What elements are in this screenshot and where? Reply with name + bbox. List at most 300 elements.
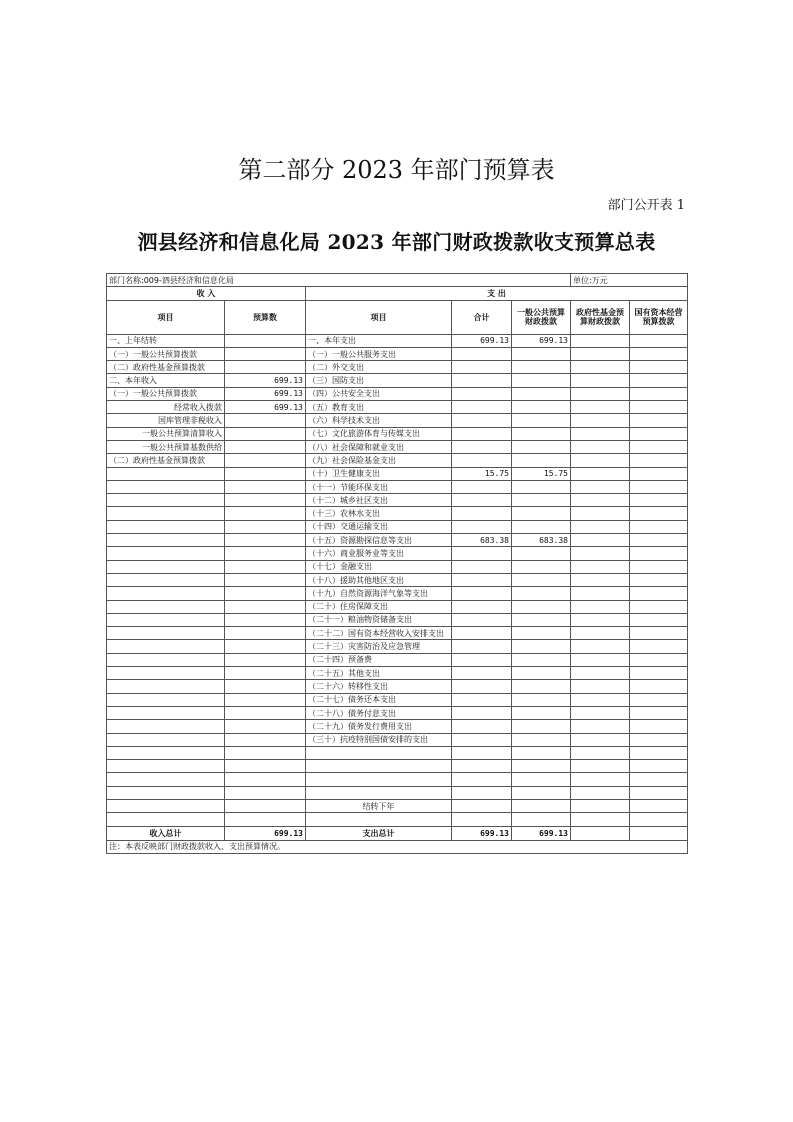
- income-item-cell: （二）政府性基金预算拨款: [107, 361, 225, 374]
- income-value-cell: [225, 693, 306, 706]
- income-value-cell: [225, 720, 306, 733]
- expense-general-cell: [512, 560, 571, 573]
- header-state-capital: 国有资本经营预算拨款: [630, 300, 688, 334]
- income-item-cell: [107, 693, 225, 706]
- expense-total-cell: [452, 414, 512, 427]
- part-title: 第二部分 2023 年部门预算表: [238, 156, 555, 184]
- expense-general-cell: [512, 706, 571, 719]
- expense-fund-cell: [571, 547, 630, 560]
- expense-general-cell: [512, 374, 571, 387]
- header-fund: 政府性基金预算财政拨款: [571, 300, 630, 334]
- expense-total-cell: [452, 640, 512, 653]
- income-item-cell: [107, 706, 225, 719]
- expense-general-cell: [512, 361, 571, 374]
- income-value-cell: [225, 640, 306, 653]
- expense-state-capital-cell: [630, 494, 688, 507]
- expense-state-capital-cell: [630, 334, 688, 347]
- budget-summary-table: [106, 273, 688, 854]
- expense-total-cell: [452, 361, 512, 374]
- income-item-cell: [107, 640, 225, 653]
- income-value-cell: [225, 600, 306, 613]
- table-row: [107, 760, 688, 773]
- income-value-cell: [225, 573, 306, 586]
- expense-total-cell: [452, 799, 512, 812]
- expense-state-capital-cell: [630, 480, 688, 493]
- expense-total-cell: 15.75: [452, 467, 512, 480]
- expense-general-cell: [512, 507, 571, 520]
- expense-state-capital-cell: [630, 520, 688, 533]
- income-item-cell: [107, 813, 225, 826]
- expense-item-cell: （二十二）国有资本经营收入安排支出: [306, 627, 452, 640]
- income-value-cell: [225, 799, 306, 812]
- expense-fund-cell: [571, 560, 630, 573]
- expense-fund-cell: [571, 653, 630, 666]
- table-row: [107, 573, 688, 586]
- expense-fund-cell: [571, 773, 630, 786]
- table-row: [107, 653, 688, 666]
- expense-state-capital-cell: [630, 653, 688, 666]
- expense-state-capital-cell: [630, 667, 688, 680]
- income-value-cell: [225, 587, 306, 600]
- expense-state-capital-cell: [630, 773, 688, 786]
- income-value-cell: [225, 613, 306, 626]
- expense-general-cell: 15.75: [512, 467, 571, 480]
- expense-item-cell: （十八）援助其他地区支出: [306, 573, 452, 586]
- expense-state-capital-cell: [630, 680, 688, 693]
- table-row: [107, 746, 688, 759]
- income-item-cell: [107, 653, 225, 666]
- expense-item-cell: （十五）资源勘探信息等支出: [306, 534, 452, 547]
- income-value-cell: [225, 427, 306, 440]
- expense-fund-cell: [571, 733, 630, 746]
- expense-state-capital-cell: [630, 746, 688, 759]
- income-value-cell: [225, 494, 306, 507]
- table-row: [107, 414, 688, 427]
- expense-total-cell: [452, 813, 512, 826]
- expense-total-cell: [452, 760, 512, 773]
- header-total: 合计: [452, 300, 512, 334]
- income-value-cell: 699.13: [225, 401, 306, 414]
- expense-item-cell: （十七）金融支出: [306, 560, 452, 573]
- expense-general-cell: 699.13: [512, 334, 571, 347]
- expense-item-cell: （十四）交通运输支出: [306, 520, 452, 533]
- expense-state-capital-cell: [630, 640, 688, 653]
- expense-item-cell: （二十一）粮油物资储备支出: [306, 613, 452, 626]
- section-header-row: [107, 287, 688, 300]
- income-value-cell: 699.13: [225, 387, 306, 400]
- expense-general-cell: [512, 587, 571, 600]
- income-item-cell: [107, 467, 225, 480]
- table-row: [107, 507, 688, 520]
- expense-item-cell: （二十五）其他支出: [306, 667, 452, 680]
- table-row: [107, 560, 688, 573]
- income-value-cell: [225, 813, 306, 826]
- income-item-cell: 国库管理非税收入: [107, 414, 225, 427]
- expense-total-cell: [452, 667, 512, 680]
- expense-general-total-value: 699.13: [512, 826, 571, 840]
- expense-item-cell: [306, 773, 452, 786]
- income-value-cell: [225, 547, 306, 560]
- income-item-cell: [107, 627, 225, 640]
- income-item-cell: [107, 480, 225, 493]
- expense-total-cell: [452, 560, 512, 573]
- expense-state-capital-cell: [630, 454, 688, 467]
- expense-item-cell: （十六）商业服务业等支出: [306, 547, 452, 560]
- income-item-cell: [107, 786, 225, 799]
- expense-state-capital-cell: [630, 361, 688, 374]
- income-header: 收 入: [107, 287, 306, 300]
- income-value-cell: [225, 560, 306, 573]
- expense-item-cell: （二十）住房保障支出: [306, 600, 452, 613]
- expense-total-cell: [452, 347, 512, 360]
- expense-item-cell: [306, 746, 452, 759]
- table-row: [107, 454, 688, 467]
- expense-general-cell: [512, 746, 571, 759]
- income-value-cell: [225, 627, 306, 640]
- expense-total-cell: [452, 733, 512, 746]
- expense-item-cell: （十二）城乡社区支出: [306, 494, 452, 507]
- note-row: [107, 840, 688, 853]
- expense-state-capital-cell: [630, 414, 688, 427]
- expense-item-cell: （五）教育支出: [306, 401, 452, 414]
- expense-state-capital-cell: [630, 401, 688, 414]
- expense-fund-cell: [571, 507, 630, 520]
- table-row: [107, 773, 688, 786]
- income-item-cell: [107, 534, 225, 547]
- expense-item-cell: （六）科学技术支出: [306, 414, 452, 427]
- income-item-cell: [107, 667, 225, 680]
- expense-general-cell: [512, 760, 571, 773]
- income-item-cell: [107, 547, 225, 560]
- expense-general-cell: [512, 693, 571, 706]
- table-row: [107, 401, 688, 414]
- expense-state-capital-cell: [630, 587, 688, 600]
- expense-total-cell: [452, 706, 512, 719]
- expense-item-cell: （十一）节能环保支出: [306, 480, 452, 493]
- expense-item-cell: （二十三）灾害防治及应急管理: [306, 640, 452, 653]
- expense-item-cell: （二十八）债务付息支出: [306, 706, 452, 719]
- expense-total-cell: [452, 374, 512, 387]
- expense-total-cell: [452, 600, 512, 613]
- expense-item-cell: （八）社会保障和就业支出: [306, 440, 452, 453]
- table-row: [107, 680, 688, 693]
- expense-general-cell: [512, 454, 571, 467]
- expense-state-capital-cell: [630, 440, 688, 453]
- expense-general-cell: [512, 347, 571, 360]
- expense-total-cell: [452, 653, 512, 666]
- table-row: [107, 706, 688, 719]
- expense-total-cell: [452, 480, 512, 493]
- expense-total-cell: [452, 720, 512, 733]
- expense-fund-cell: [571, 427, 630, 440]
- expense-total-cell: 699.13: [452, 334, 512, 347]
- expense-total-cell: [452, 627, 512, 640]
- income-item-cell: 一般公共预算清算收入: [107, 427, 225, 440]
- expense-total-label: 支出总计: [306, 826, 452, 840]
- expense-general-cell: [512, 680, 571, 693]
- expense-fund-cell: [571, 374, 630, 387]
- expense-general-cell: [512, 600, 571, 613]
- table-row: [107, 786, 688, 799]
- income-value-cell: [225, 680, 306, 693]
- income-value-cell: [225, 507, 306, 520]
- meta-row: [107, 274, 688, 287]
- income-item-cell: 二、本年收入: [107, 374, 225, 387]
- table-row: [107, 600, 688, 613]
- income-value-cell: [225, 534, 306, 547]
- income-item-cell: [107, 494, 225, 507]
- expense-general-cell: [512, 440, 571, 453]
- expense-item-cell: 结转下年: [306, 799, 452, 812]
- table-row: [107, 494, 688, 507]
- expense-general-cell: [512, 733, 571, 746]
- income-item-cell: （一）一般公共预算拨款: [107, 347, 225, 360]
- income-item-cell: [107, 720, 225, 733]
- expense-item-cell: （三十）抗疫特别国债安排的支出: [306, 733, 452, 746]
- expense-general-cell: [512, 720, 571, 733]
- expense-state-capital-total: [630, 826, 688, 840]
- expense-fund-cell: [571, 667, 630, 680]
- expense-state-capital-cell: [630, 813, 688, 826]
- expense-general-cell: [512, 387, 571, 400]
- table-row: [107, 440, 688, 453]
- income-value-cell: [225, 653, 306, 666]
- expense-fund-cell: [571, 720, 630, 733]
- expense-fund-cell: [571, 387, 630, 400]
- expense-state-capital-cell: [630, 387, 688, 400]
- expense-total-cell: [452, 387, 512, 400]
- header-item-right: 项目: [306, 300, 452, 334]
- table-row: [107, 613, 688, 626]
- table-row: [107, 799, 688, 812]
- expense-header: 支 出: [306, 287, 688, 300]
- expense-item-cell: （二）外交支出: [306, 361, 452, 374]
- income-value-cell: [225, 454, 306, 467]
- expense-total-cell: [452, 440, 512, 453]
- expense-fund-cell: [571, 680, 630, 693]
- totals-row: [107, 826, 688, 840]
- expense-fund-cell: [571, 467, 630, 480]
- expense-general-cell: [512, 401, 571, 414]
- expense-general-cell: [512, 667, 571, 680]
- expense-state-capital-cell: [630, 733, 688, 746]
- expense-item-cell: （二十六）转移性支出: [306, 680, 452, 693]
- income-item-cell: [107, 600, 225, 613]
- expense-total-cell: [452, 507, 512, 520]
- income-item-cell: [107, 587, 225, 600]
- table-row: [107, 720, 688, 733]
- income-total-label: 收入总计: [107, 826, 225, 840]
- income-item-cell: 一般公共预算基数供给: [107, 440, 225, 453]
- expense-total-cell: 683.38: [452, 534, 512, 547]
- expense-general-cell: [512, 520, 571, 533]
- expense-general-cell: 683.38: [512, 534, 571, 547]
- expense-state-capital-cell: [630, 760, 688, 773]
- table-row: [107, 374, 688, 387]
- expense-fund-cell: [571, 454, 630, 467]
- expense-total-cell: [452, 573, 512, 586]
- header-budget-num: 预算数: [225, 300, 306, 334]
- expense-general-cell: [512, 799, 571, 812]
- table-row: [107, 334, 688, 347]
- header-general: 一般公共预算财政拨款: [512, 300, 571, 334]
- expense-state-capital-cell: [630, 573, 688, 586]
- expense-total-cell: [452, 693, 512, 706]
- expense-fund-cell: [571, 640, 630, 653]
- table-row: [107, 627, 688, 640]
- expense-fund-cell: [571, 401, 630, 414]
- expense-total-cell: [452, 587, 512, 600]
- income-value-cell: [225, 440, 306, 453]
- income-item-cell: 一、上年结转: [107, 334, 225, 347]
- expense-fund-cell: [571, 786, 630, 799]
- expense-item-cell: （二十九）债务发行费用支出: [306, 720, 452, 733]
- expense-state-capital-cell: [630, 613, 688, 626]
- expense-item-cell: 一、本年支出: [306, 334, 452, 347]
- expense-total-cell: [452, 427, 512, 440]
- table-row: [107, 480, 688, 493]
- expense-state-capital-cell: [630, 507, 688, 520]
- expense-general-cell: [512, 786, 571, 799]
- expense-state-capital-cell: [630, 627, 688, 640]
- table-row: [107, 347, 688, 360]
- expense-state-capital-cell: [630, 706, 688, 719]
- expense-state-capital-cell: [630, 547, 688, 560]
- expense-item-cell: （十九）自然资源海洋气象等支出: [306, 587, 452, 600]
- table-row: [107, 520, 688, 533]
- expense-fund-cell: [571, 334, 630, 347]
- expense-total-cell: [452, 401, 512, 414]
- expense-item-cell: （九）社会保险基金支出: [306, 454, 452, 467]
- expense-total-cell: [452, 680, 512, 693]
- expense-fund-cell: [571, 760, 630, 773]
- expense-fund-cell: [571, 746, 630, 759]
- table-title: 泗县经济和信息化局 2023 年部门财政拨款收支预算总表: [137, 230, 656, 254]
- table-row: [107, 813, 688, 826]
- expense-state-capital-cell: [630, 799, 688, 812]
- expense-general-cell: [512, 494, 571, 507]
- expense-general-cell: [512, 427, 571, 440]
- income-item-cell: [107, 560, 225, 573]
- income-item-cell: [107, 507, 225, 520]
- income-value-cell: [225, 347, 306, 360]
- expense-state-capital-cell: [630, 534, 688, 547]
- expense-fund-total: [571, 826, 630, 840]
- table-row: [107, 667, 688, 680]
- expense-fund-cell: [571, 706, 630, 719]
- expense-total-value: 699.13: [452, 826, 512, 840]
- table-row: [107, 387, 688, 400]
- income-value-cell: [225, 786, 306, 799]
- column-header-row: [107, 300, 688, 334]
- expense-total-cell: [452, 520, 512, 533]
- expense-item-cell: （十三）农林水支出: [306, 507, 452, 520]
- table-row: [107, 733, 688, 746]
- income-item-cell: （一）一般公共预算拨款: [107, 387, 225, 400]
- table-row: [107, 640, 688, 653]
- form-number: 部门公开表 1: [607, 198, 685, 213]
- income-value-cell: [225, 733, 306, 746]
- expense-item-cell: [306, 760, 452, 773]
- department-label: 部门名称:009-泗县经济和信息化局: [107, 274, 571, 287]
- income-value-cell: [225, 773, 306, 786]
- expense-fund-cell: [571, 520, 630, 533]
- income-item-cell: [107, 746, 225, 759]
- expense-fund-cell: [571, 600, 630, 613]
- table-row: [107, 547, 688, 560]
- income-value-cell: [225, 706, 306, 719]
- expense-general-cell: [512, 627, 571, 640]
- expense-state-capital-cell: [630, 693, 688, 706]
- expense-total-cell: [452, 494, 512, 507]
- income-value-cell: [225, 520, 306, 533]
- expense-general-cell: [512, 640, 571, 653]
- expense-fund-cell: [571, 613, 630, 626]
- expense-total-cell: [452, 547, 512, 560]
- expense-state-capital-cell: [630, 560, 688, 573]
- table-row: [107, 587, 688, 600]
- income-total-value: 699.13: [225, 826, 306, 840]
- expense-state-capital-cell: [630, 374, 688, 387]
- expense-general-cell: [512, 573, 571, 586]
- expense-fund-cell: [571, 440, 630, 453]
- income-value-cell: 699.13: [225, 374, 306, 387]
- expense-state-capital-cell: [630, 786, 688, 799]
- expense-total-cell: [452, 773, 512, 786]
- expense-item-cell: （二十四）预备费: [306, 653, 452, 666]
- income-value-cell: [225, 414, 306, 427]
- income-value-cell: [225, 361, 306, 374]
- expense-fund-cell: [571, 573, 630, 586]
- table-row: [107, 361, 688, 374]
- expense-fund-cell: [571, 494, 630, 507]
- expense-item-cell: （十）卫生健康支出: [306, 467, 452, 480]
- expense-item-cell: （七）文化旅游体育与传媒支出: [306, 427, 452, 440]
- expense-general-cell: [512, 773, 571, 786]
- expense-state-capital-cell: [630, 467, 688, 480]
- table-note: 注：本表反映部门财政拨款收入、支出预算情况。: [107, 840, 688, 853]
- income-item-cell: [107, 520, 225, 533]
- expense-general-cell: [512, 653, 571, 666]
- expense-general-cell: [512, 414, 571, 427]
- income-item-cell: [107, 573, 225, 586]
- table-row: [107, 427, 688, 440]
- expense-general-cell: [512, 480, 571, 493]
- expense-fund-cell: [571, 414, 630, 427]
- header-item-left: 项目: [107, 300, 225, 334]
- expense-state-capital-cell: [630, 427, 688, 440]
- expense-fund-cell: [571, 627, 630, 640]
- expense-fund-cell: [571, 799, 630, 812]
- income-item-cell: [107, 799, 225, 812]
- income-value-cell: [225, 467, 306, 480]
- expense-item-cell: [306, 813, 452, 826]
- income-item-cell: [107, 613, 225, 626]
- income-value-cell: [225, 480, 306, 493]
- expense-total-cell: [452, 786, 512, 799]
- expense-item-cell: [306, 786, 452, 799]
- expense-fund-cell: [571, 361, 630, 374]
- expense-state-capital-cell: [630, 347, 688, 360]
- income-item-cell: [107, 680, 225, 693]
- expense-fund-cell: [571, 813, 630, 826]
- expense-item-cell: （一）一般公共服务支出: [306, 347, 452, 360]
- income-value-cell: [225, 760, 306, 773]
- income-item-cell: （二）政府性基金预算拨款: [107, 454, 225, 467]
- expense-item-cell: （四）公共安全支出: [306, 387, 452, 400]
- expense-total-cell: [452, 613, 512, 626]
- expense-fund-cell: [571, 480, 630, 493]
